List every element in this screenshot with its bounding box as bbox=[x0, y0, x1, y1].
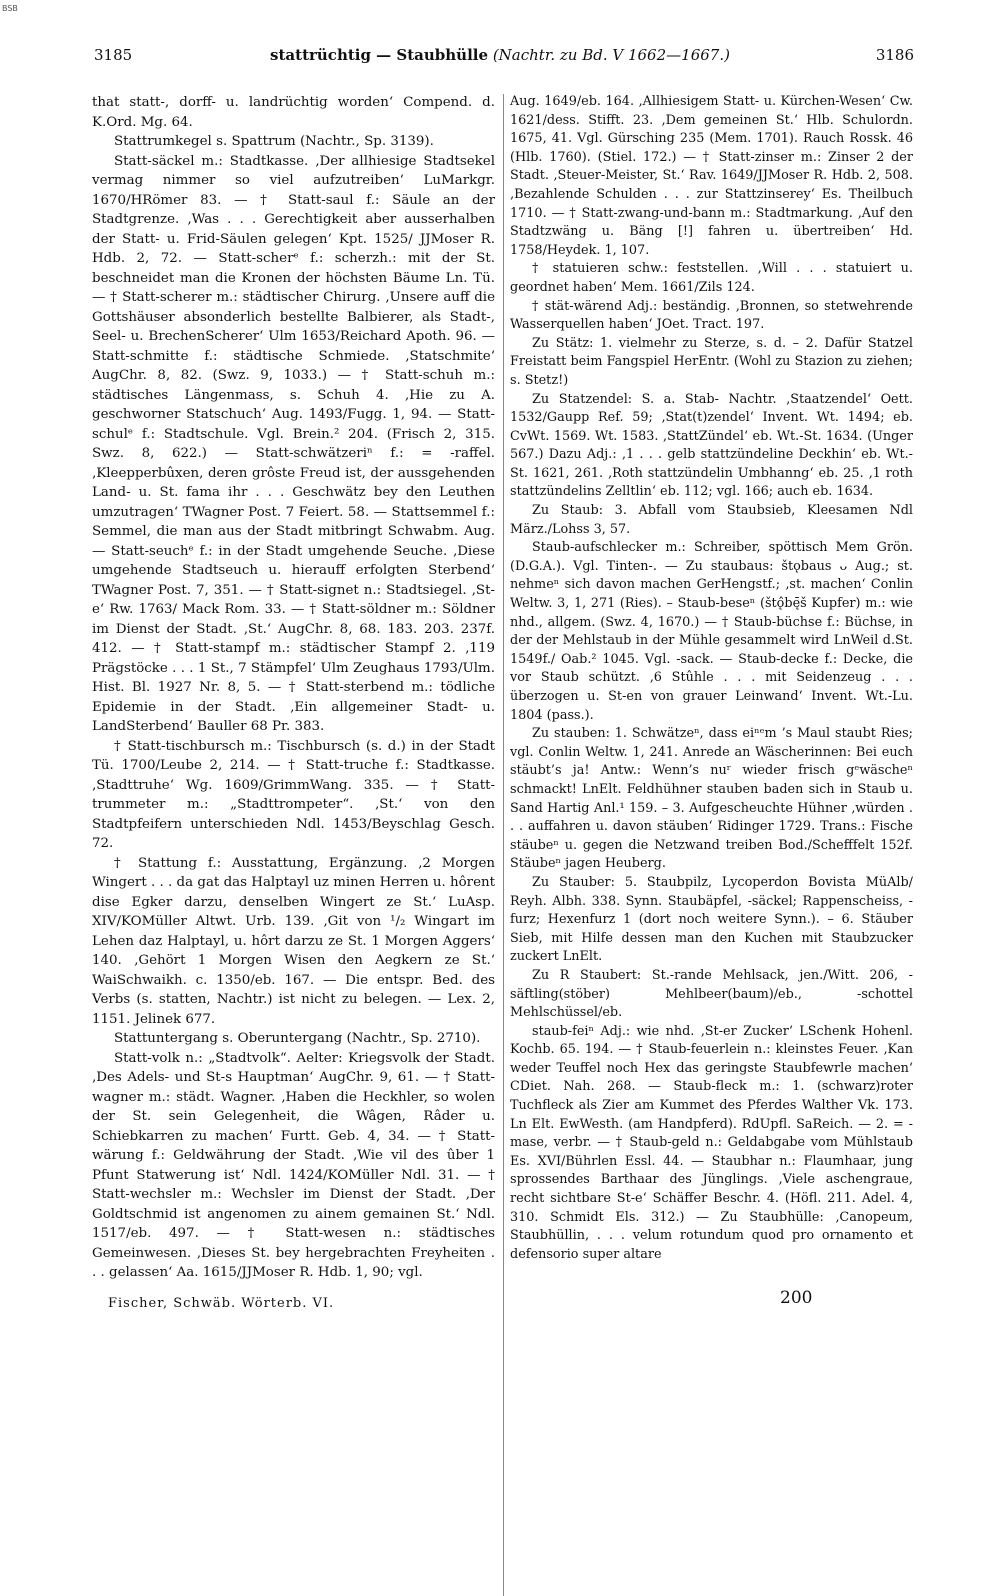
left-column bbox=[92, 93, 495, 1283]
dictionary-entry: Zu R Staubert: St.-rande Mehlsack, jen./Witt. 206, -säftling(stöber) Mehlbeer(baum)/eb., -schottel Mehlschüssel/eb. bbox=[510, 967, 913, 1021]
dictionary-entry: † stät-wärend Adj.: beständig. ‚Bronnen, so stetwehrende Wasserquellen haben‘ JOet. Tract. 197. bbox=[510, 298, 913, 333]
sheet-number: 200 bbox=[780, 1288, 813, 1308]
dictionary-entry: † Statt-tischbursch m.: Tischbursch (s. d.) in der Stadt Tü. 1700/Leube 2, 214. — † Statt-truche f.: Stadtkasse. ‚Stadttruhe‘ Wg. 1609/GrimmWang. 335. — † Statt-trummeter m.: „Stadttrompeter“. ‚St.‘ von den Stadtpfeifern unterschieden Ndl. 1453/Beyschlag Gesch. 72. bbox=[92, 738, 495, 851]
page-number-right: 3186 bbox=[875, 46, 914, 64]
dictionary-entry: Zu Stauber: 5. Staubpilz, Lycoperdon Bovista MüAlb/ Reyh. Albh. 338. Synn. Staubäpfel, -säckel; Rappenscheiss, -furz; Hexenfurz 1 (dort noch weitere Synn.). – 6. Stäuber Sieb, mit Hilfe dessen man den Kuchen mit Staubzucker zuckert LnElt. bbox=[510, 874, 913, 965]
dictionary-entry: Aug. 1649/eb. 164. ‚Allhiesigem Statt- u. Kürchen-Wesen‘ Cw. 1621/dess. Stifft. 23. ‚Dem gemeinen St.‘ Hlb. Schulordn. 1675, 41. Vgl. Gürsching 235 (Mem. 1701). Rauch Rossk. 46 (Hlb. 1760). (Stiel. 172.) — † Statt-zinser m.: Zinser 2 der Stadt. ‚Steuer-Meister, St.‘ Rav. 1649/JJMoser R. Hdb. 2, 508. ‚Bezahlende Schulden . . . zur Stattzinserey‘ Es. Theilbuch 1710. — † Statt-zwang-und-bann m.: Stadtmarkung. ‚Auf den Stadtzwäng u. Bäng [!] fahren u. übertreiben‘ Hd. 1758/Heydek. 1, 107. bbox=[510, 94, 913, 258]
dictionary-entry: Zu stauben: 1. Schwätzeⁿ, dass eiⁿᵉm ’s Maul staubt Ries; vgl. Conlin Weltw. 1, 241. Anrede an Wäscherinnen: Bei euch stäubt’s ja! Antw.: Wenn’s nuʳ wieder frisch gᵉwäscheⁿ schmackt! LnElt. Feldhühner stauben baden sich in Staub u. Sand Hartig Anl.¹ 159. – 3. Aufgescheuchte Hühner ‚würden . . . auffahren u. davon stäuben‘ Ridinger 1729. Trans.: Fische stäubeⁿ u. gegen die Netzwand treiben Bod./Schefffelt 152f. Stäubeⁿ jagen Heuberg. bbox=[510, 726, 913, 872]
dictionary-entry: † Stattung f.: Ausstattung, Ergänzung. ‚2 Morgen Wingert . . . da gat das Halptayl uz minen Herren u. hôrent dise Egker darzu, denselben Wingert ze St.‘ LuAsp. XIV/KOMüller Altwt. Urb. 139. ‚Git von ¹/₂ Wingart im Lehen daz Halptayl, u. hôrt darzu ze St. 1 Morgen Aggers‘ 140. ‚Gehört 1 Morgen Wisen den Aegkern ze St.‘ WaiSchwaikh. c. 1350/eb. 167. — Die entspr. Bed. des Verbs (s. statten, Nachtr.) ist nicht zu belegen. — Lex. 2, 1151. Jelinek 677. bbox=[92, 855, 495, 1027]
header-title bbox=[90, 46, 910, 64]
dictionary-entry: Zu Statzendel: S. a. Stab- Nachtr. ‚Staatzendel‘ Oett. 1532/Gaupp Ref. 59; ‚Stat(t)zendel‘ Invent. Wt. 1494; eb. CvWt. 1569. Wt. 1583. ‚StattZündel‘ eb. Wt.-St. 1634. (Unger 567.) Dazu Adj.: ‚1 . . . gelb stattzündeline Deckhin‘ eb. Wt.-St. 1621, 261. ‚Roth stattzündelin Umbhanng‘ eb. 25. ‚1 roth stattzündelins Zelltlin‘ eb. 112; vgl. 166; auch eb. 1634. bbox=[510, 391, 913, 500]
dictionary-entry: Staub-aufschlecker m.: Schreiber, spöttisch Mem Grön. (D.G.A.). Vgl. Tinten-. — Zu staubaus: štǫbaus ᴗ Aug.; st. nehmeⁿ sich davon machen GerHengstf.; ‚st. machen‘ Conlin Weltw. 3, 1, 271 (Ries). – Staub-beseⁿ (štǫ̂bę̄š Kupfer) m.: wie nhd., allgem. (Swz. 4, 1670.) — † Staub-büchse f.: Büchse, in der der Mehlstaub in der Mühle gesammelt wird LnWeil d.St. 1549f./ Oab.² 1045. Vgl. -sack. — Staub-decke f.: Decke, die vor Staub schützt. ‚6 Stûhle . . . mit Seidenzeug . . . überzogen u. St-en von grauer Leinwand‘ Invent. Wt.-Lu. 1804 (pass.). bbox=[510, 540, 913, 723]
right-column bbox=[510, 93, 913, 1264]
dictionary-entry: Stattrumkegel s. Spattrum (Nachtr., Sp. 3139). bbox=[114, 134, 434, 149]
dictionary-entry: Statt-volk n.: „Stadtvolk“. Aelter: Kriegsvolk der Stadt. ‚Des Adels- und St-s Hauptman‘ AugChr. 9, 61. — † Statt-wagner m.: städt. Wagner. ‚Haben die Heckhler, so wolen der St. sein Gelegenheit, die Wâgen, Râder u. Schiebkarren zu machen‘ Furtt. Geb. 4, 34. — † Statt-wärung f.: Geldwährung der Stadt. ‚Wie vil des ûber 1 Pfunt Statwerung ist‘ Ndl. 1424/KOMüller Ndl. 31. — † Statt-wechsler m.: Wechsler im Dienst der Stadt. ‚Der Goldtschmid ist angenomen zu ainem gemainen St.‘ Ndl. 1517/eb. 497. — † Statt-wesen n.: städtisches Gemeinwesen. ‚Dieses St. bey hergebrachten Freyheiten . . . gelassen‘ Aa. 1615/JJMoser R. Hdb. 1, 90; vgl. bbox=[92, 1050, 495, 1280]
supplement-note: (Nachtr. zu Bd. V 1662—1667.) bbox=[492, 46, 730, 64]
library-stamp: BSB bbox=[2, 4, 18, 13]
dictionary-entry: † statuieren schw.: feststellen. ‚Will . . . statuiert u. geordnet haben‘ Mem. 1661/Zils 124. bbox=[510, 261, 913, 295]
page-number-left: 3185 bbox=[94, 46, 133, 64]
dictionary-entry: Zu Staub: 3. Abfall vom Staubsieb, Kleesamen Ndl März./Lohss 3, 57. bbox=[510, 503, 913, 537]
running-header bbox=[90, 46, 914, 70]
column-divider bbox=[503, 94, 504, 1596]
headword-range: stattrüchtig — Staubhülle bbox=[270, 46, 489, 64]
footer-signature: Fischer, Schwäb. Wörterb. VI. bbox=[108, 1296, 335, 1311]
dictionary-entry: Zu Stätz: 1. vielmehr zu Sterze, s. d. – 2. Dafür Statzel Freistatt beim Fangspiel HerEntr. (Wohl zu Stazion zu ziehen; s. Stetz!) bbox=[510, 335, 913, 388]
dictionary-entry: Stattuntergang s. Oberuntergang (Nachtr., Sp. 2710). bbox=[114, 1031, 481, 1046]
dictionary-entry: staub-feiⁿ Adj.: wie nhd. ‚St-er Zucker‘ LSchenk Hohenl. Kochb. 65. 194. — † Staub-feuerlein n.: kleinstes Feuer. ‚Kan weder Teuffel noch Hex das geringste Staubfewrle machen‘ CDiet. Nah. 268. — Staub-fleck m.: 1. (schwarz)roter Tuchfleck als Zier am Kummet des Pferdes Walther Vk. 173. Ln Elt. EwWesth. (am Handpferd). RdUpfl. SaReich. — 2. = -mase, verbr. — † Staub-geld n.: Geldabgabe vom Mühlstaub Es. XVI/Bührlen Essl. 44. — Staubhar n.: Flaumhaar, jung sprossendes Barthaar des Jünglings. ‚Viele aschengraue, recht sichtbare St-e‘ Schäffer Beschr. 4. (Höfl. 211. Adel. 4, 310. Schmidt Els. 312.) — Zu Staubhülle: ‚Canopeum, Staubhüllin, . . . velum rotundum quod pro ornamento et defensorio super altare bbox=[510, 1023, 913, 1262]
dictionary-entry: Statt-säckel m.: Stadtkasse. ‚Der allhiesige Stadtsekel vermag nimmer so viel aufzutreiben‘ LuMarkgr. 1670/HRömer 83. — † Statt-saul f.: Säule an der Stadtgrenze. ‚Was . . . Gerechtigkeit aber ausserhalben der Statt- u. Frid-Säulen gelegen‘ Kpt. 1525/ JJMoser R. Hdb. 2, 72. — Statt-scherᵉ f.: scherzh.: mit der St. beschneidet man die Kronen der höchsten Bäume Ln. Tü. — † Statt-scherer m.: städtischer Chirurg. ‚Unsere auff die Gottshäuser absonderlich bestellte Balbierer, als Stadt-, Seel- u. BrechenScherer‘ Ulm 1653/Reichard Apoth. 96. — Statt-schmitte f.: städtische Schmiede. ‚Statschmite‘ AugChr. 8, 82. (Swz. 9, 1033.) — † Statt-schuh m.: städtisches Längenmass, s. Schuh 4. ‚Hie zu A. geschworner Statschuch‘ Aug. 1493/Fugg. 1, 94. — Statt-schulᵉ f.: Stadtschule. Vgl. Brein.² 204. (Frisch 2, 315. Swz. 8, 622.) — Statt-schwätzeriⁿ f.: = -raffel. ‚Kleepperbûxen, deren grôste Freud ist, der aussgehenden Land- u. St. fama ihr . . . Geschwätz bey den Leuthen umzutragen‘ TWagner Post. 7 Feiert. 58. — Stattsemmel f.: Semmel, die man aus der Stadt mitbringt Schwabm. Aug. — Statt-seuchᵉ f.: in der Stadt umgehende Seuche. ‚Diese umgehende Stadtseuch u. hierauff erfolgten Sterbend‘ TWagner Post. 7, 351. — † Statt-signet n.: Stadtsiegel. ‚St-e‘ Rw. 1763/ Mack Rom. 33. — † Statt-söldner m.: Söldner im Dienst der Stadt. ‚St.‘ AugChr. 8, 68. 183. 203. 237f. 412. — † Statt-stampf m.: städtischer Stampf 2. ‚119 Prägstöcke . . . 1 St., 7 Stämpfel‘ Ulm Zeughaus 1793/Ulm. Hist. Bl. 1927 Nr. 8, 5. — † Statt-sterbend m.: tödliche Epidemie in der Stadt. ‚Ein allgemeiner Stadt- u. LandSterbend‘ Bauller 68 Pr. 383. bbox=[92, 153, 495, 734]
dictionary-entry: that statt-, dorff- u. landrüchtig worden‘ Compend. d. K.Ord. Mg. 64. bbox=[92, 95, 495, 130]
